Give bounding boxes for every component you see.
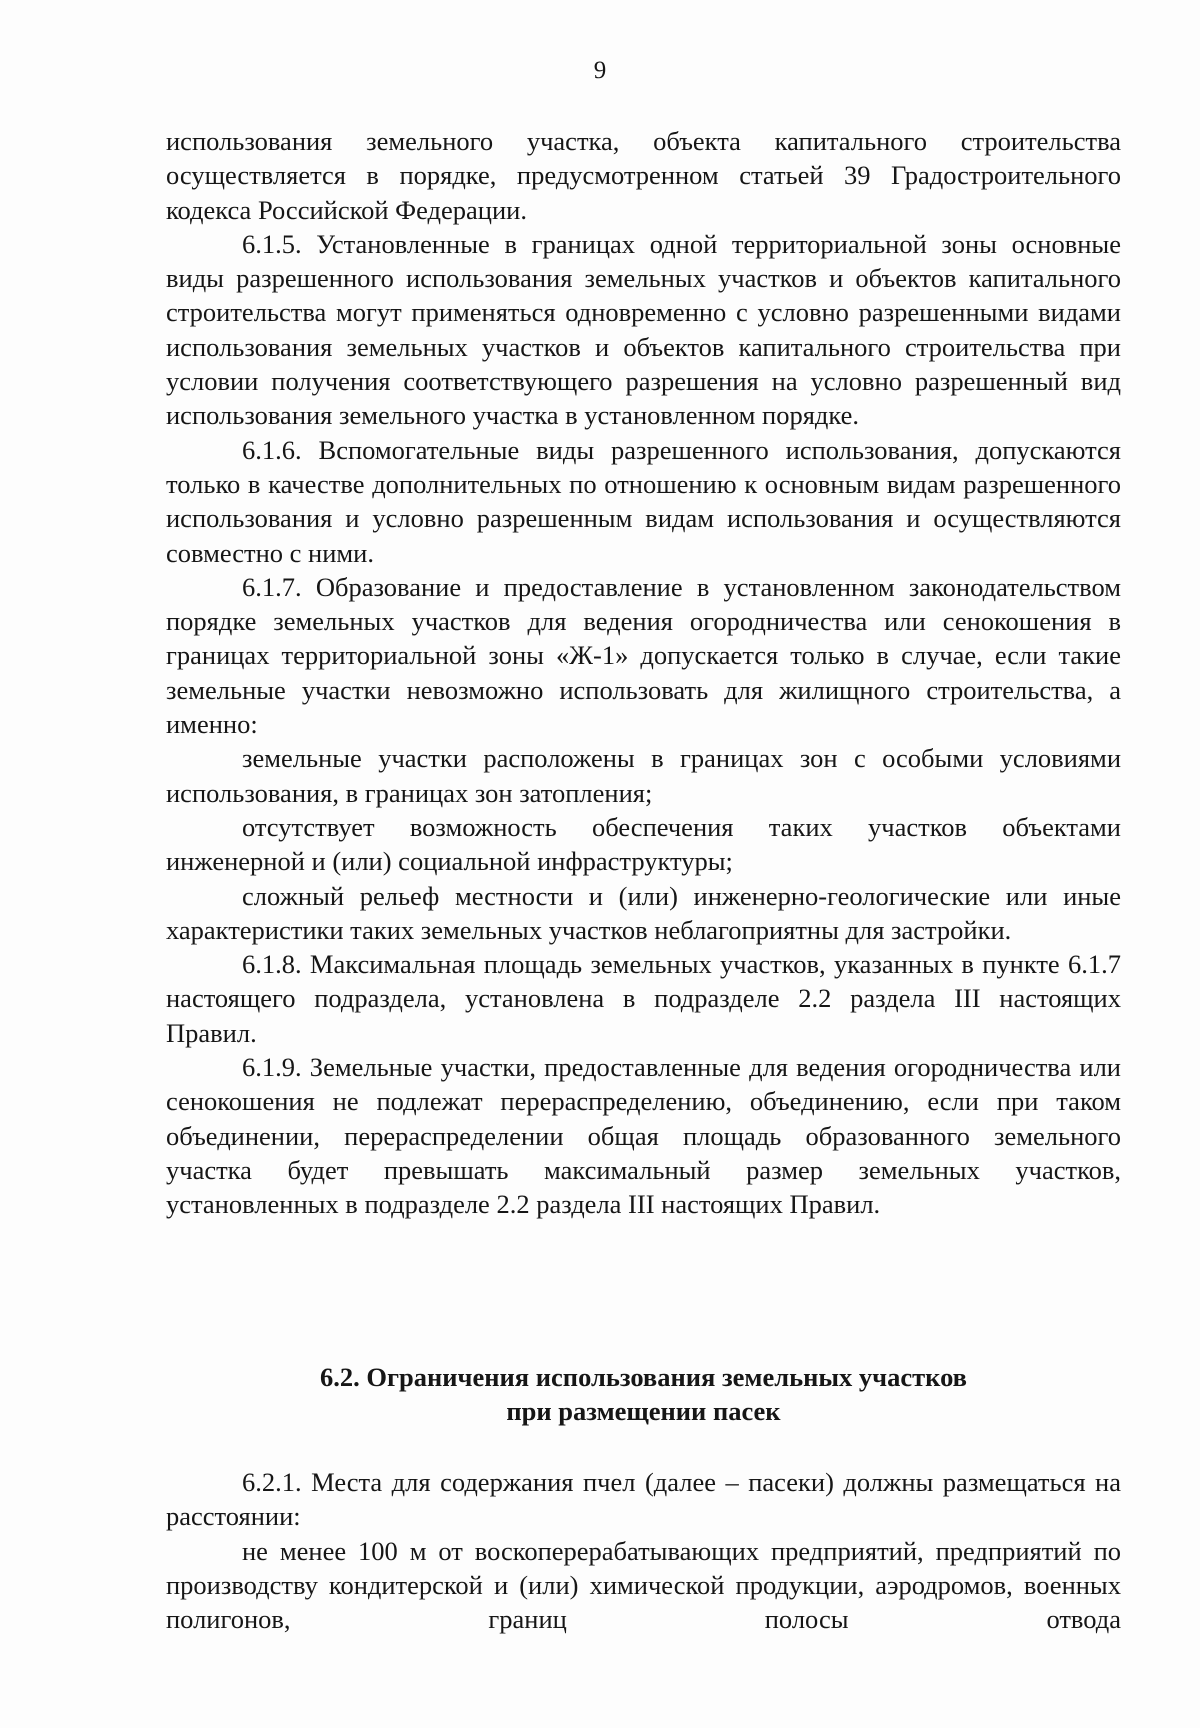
body-text-top — [166, 124, 1121, 1222]
list-item-relief: сложный рельеф местности и (или) инженерно-геологические или иные характеристики таких земельных участков неблагоприятны для застройки. — [166, 880, 1121, 945]
page-number: 9 — [593, 57, 607, 84]
paragraph-6-2-1: 6.2.1. Места для содержания пчел (далее – пасеки) должны размещаться на расстоянии: — [166, 1467, 1121, 1532]
section-heading-line-2: при размещении пасек — [506, 1396, 781, 1426]
section-heading-6-2 — [166, 1360, 1121, 1428]
list-item-infrastructure: отсутствует возможность обеспечения таких участков объектами инженерной и (или) социальной инфраструктуры; — [166, 811, 1121, 877]
paragraph-6-1-6: 6.1.6. Вспомогательные виды разрешенного использования, допускаются только в качестве дополнительных по отношению к основным видам разрешенного использования и условно разрешенным видам использования и осуществляются совместно с ними. — [166, 434, 1121, 568]
list-item-flood-zones: земельные участки расположены в границах зон с особыми условиями использования, в границах зон затопления; — [166, 743, 1121, 808]
paragraph-distance-100m: не менее 100 м от воскоперерабатывающих предприятий, предприятий по производству кондитерской и (или) химической продукции, аэродромов, военных полигонов, границ полосы отвода — [166, 1535, 1121, 1635]
paragraph-6-1-9: 6.1.9. Земельные участки, предоставленные для ведения огородничества или сенокошения не подлежат перераспределению, объединению, если при таком объединении, перераспределении общая площадь образованного земельного участка будет превышать максимальный размер земельных участков, установленных в подразделе 2.2 раздела III настоящих Правил. — [166, 1052, 1121, 1220]
paragraph-6-1-5: 6.1.5. Установленные в границах одной территориальной зоны основные виды разрешенного использования земельных участков и объектов капитального строительства могут применяться одновременно с условно разрешенными видами использования земельных участков и объектов капитального строительства при условии получения соответствующего разрешения на условно разрешенный вид использования земельного участка в установленном порядке. — [166, 228, 1121, 431]
paragraph-6-1-7: 6.1.7. Образование и предоставление в установленном законодательством порядке земельных участков для ведения огородничества или сенокошения в границах территориальной зоны «Ж-1» допускается только в случае, если такие земельные участки невозможно использовать для жилищного строительства, а именно: — [166, 571, 1121, 740]
paragraph-continuation: использования земельного участка, объекта капитального строительства осуществляется в порядке, предусмотренном статьей 39 Градостроительного кодекса Российской Федерации. — [166, 126, 1121, 225]
section-heading-line-1: 6.2. Ограничения использования земельных участков — [320, 1362, 967, 1392]
paragraph-6-1-8: 6.1.8. Максимальная площадь земельных участков, указанных в пункте 6.1.7 настоящего подраздела, установлена в подразделе 2.2 раздела III настоящих Правил. — [166, 949, 1121, 1048]
body-text-bottom — [166, 1465, 1121, 1636]
